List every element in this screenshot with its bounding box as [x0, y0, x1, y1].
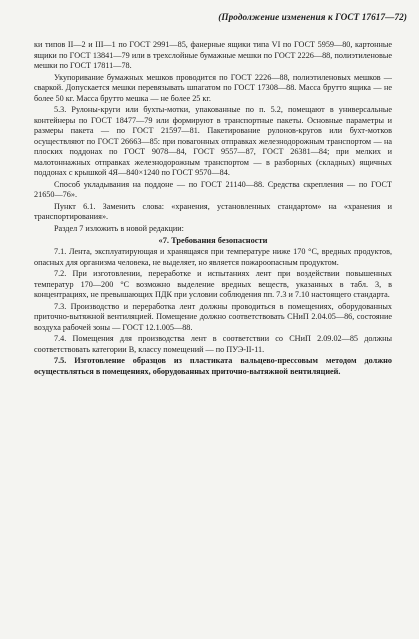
- paragraph-7-1: 7.1. Лента, эксплуатирующая и хранящаяся при температуре ниже 170 °С, вредных продуктов, опасных для организма человека, не выделяет, но является пожароопасным продуктом.: [34, 247, 392, 267]
- paragraph-section-7-intro: Раздел 7 изложить в новой редакции:: [54, 223, 184, 233]
- paragraph-7-4: 7.4. Помещения для производства лент в соответствии со СНиП 2.09.02—85 должны соответствовать категории В, классу помещений — по ПУЭ-II-11.: [34, 334, 392, 354]
- paragraph-6-1: Пункт 6.1. Заменить слова: «хранения, установленных стандартом» на «хранения и транспортирования».: [34, 201, 392, 221]
- paragraph-7-5: 7.5. Изготовление образцов из пластиката вальцево-прессовым методом должно осуществляться в помещениях, оборудованных приточно-вытяжной вентиляцией.: [34, 356, 392, 376]
- paragraph-5-3: 5.3. Рулоны-круги или бухты-мотки, упакованные по п. 5.2, помещают в универсальные контейнеры по ГОСТ 18477—79 или формируют в транспортные пакеты. Основные параметры и размеры пакета — по ГОСТ 21597—81. Пакетирование рулонов-кругов или бухт-мотков осуществляют по ГОСТ 26663—85: при повагонных отправках железнодорожным транспортом — на плоских поддонах по ГОСТ 9078—84, ГОСТ 9557—87, ГОСТ 26381—84; при мелких и малотоннажных отправках железнодорожным транспортом — в разборных (складных) ящичных поддонах с крышкой 4Я—840×1240 по ГОСТ 9570—84.: [34, 105, 392, 177]
- paragraph-7-3: 7.3. Производство и переработка лент должны проводиться в помещениях, оборудованных приточно-вытяжной вентиляцией. Помещение должно соответствовать СНиП 2.04.05—86, состояние воздуха рабочей зоны — ГОСТ 12.1.005—88.: [34, 301, 392, 332]
- paragraph-7-2: 7.2. При изготовлении, переработке и испытаниях лент при воздействии повышенных температур 170—200 °С возможно выделение вредных веществ, указанных в табл. 3, в концентрациях, не превышающих ПДК при условии соблюдения пп. 7.3 и 7.10 настоящего стандарта.: [34, 269, 392, 299]
- document-body: [34, 40, 392, 378]
- paragraph-packaging-types: ки типов II—2 и III—1 по ГОСТ 2991—85, фанерные ящики типа VI по ГОСТ 5959—80, картонные ящики по ГОСТ 13841—79 или в трехслойные бумажные мешки по ГОСТ 2226—88, полиэтиленовые мешки по ГОСТ 17811—78.: [34, 40, 392, 70]
- paragraph-pallet-method: Способ укладывания на поддоне — по ГОСТ 21140—88. Средства скрепления — по ГОСТ 21650—76».: [34, 179, 392, 199]
- paragraph-sealing: Укупоривание бумажных мешков проводится по ГОСТ 2226—88, полиэтиленовых мешков — сваркой. Допускается мешки перевязывать шпагатом по ГОСТ 17308—88. Масса брутто ящика — не более 50 кг. Масса брутто мешка — не более 25 кг.: [34, 72, 392, 103]
- section-title-safety: «7. Требования безопасности: [158, 236, 268, 245]
- running-header: (Продолжение изменения к ГОСТ 17617—72): [218, 12, 407, 22]
